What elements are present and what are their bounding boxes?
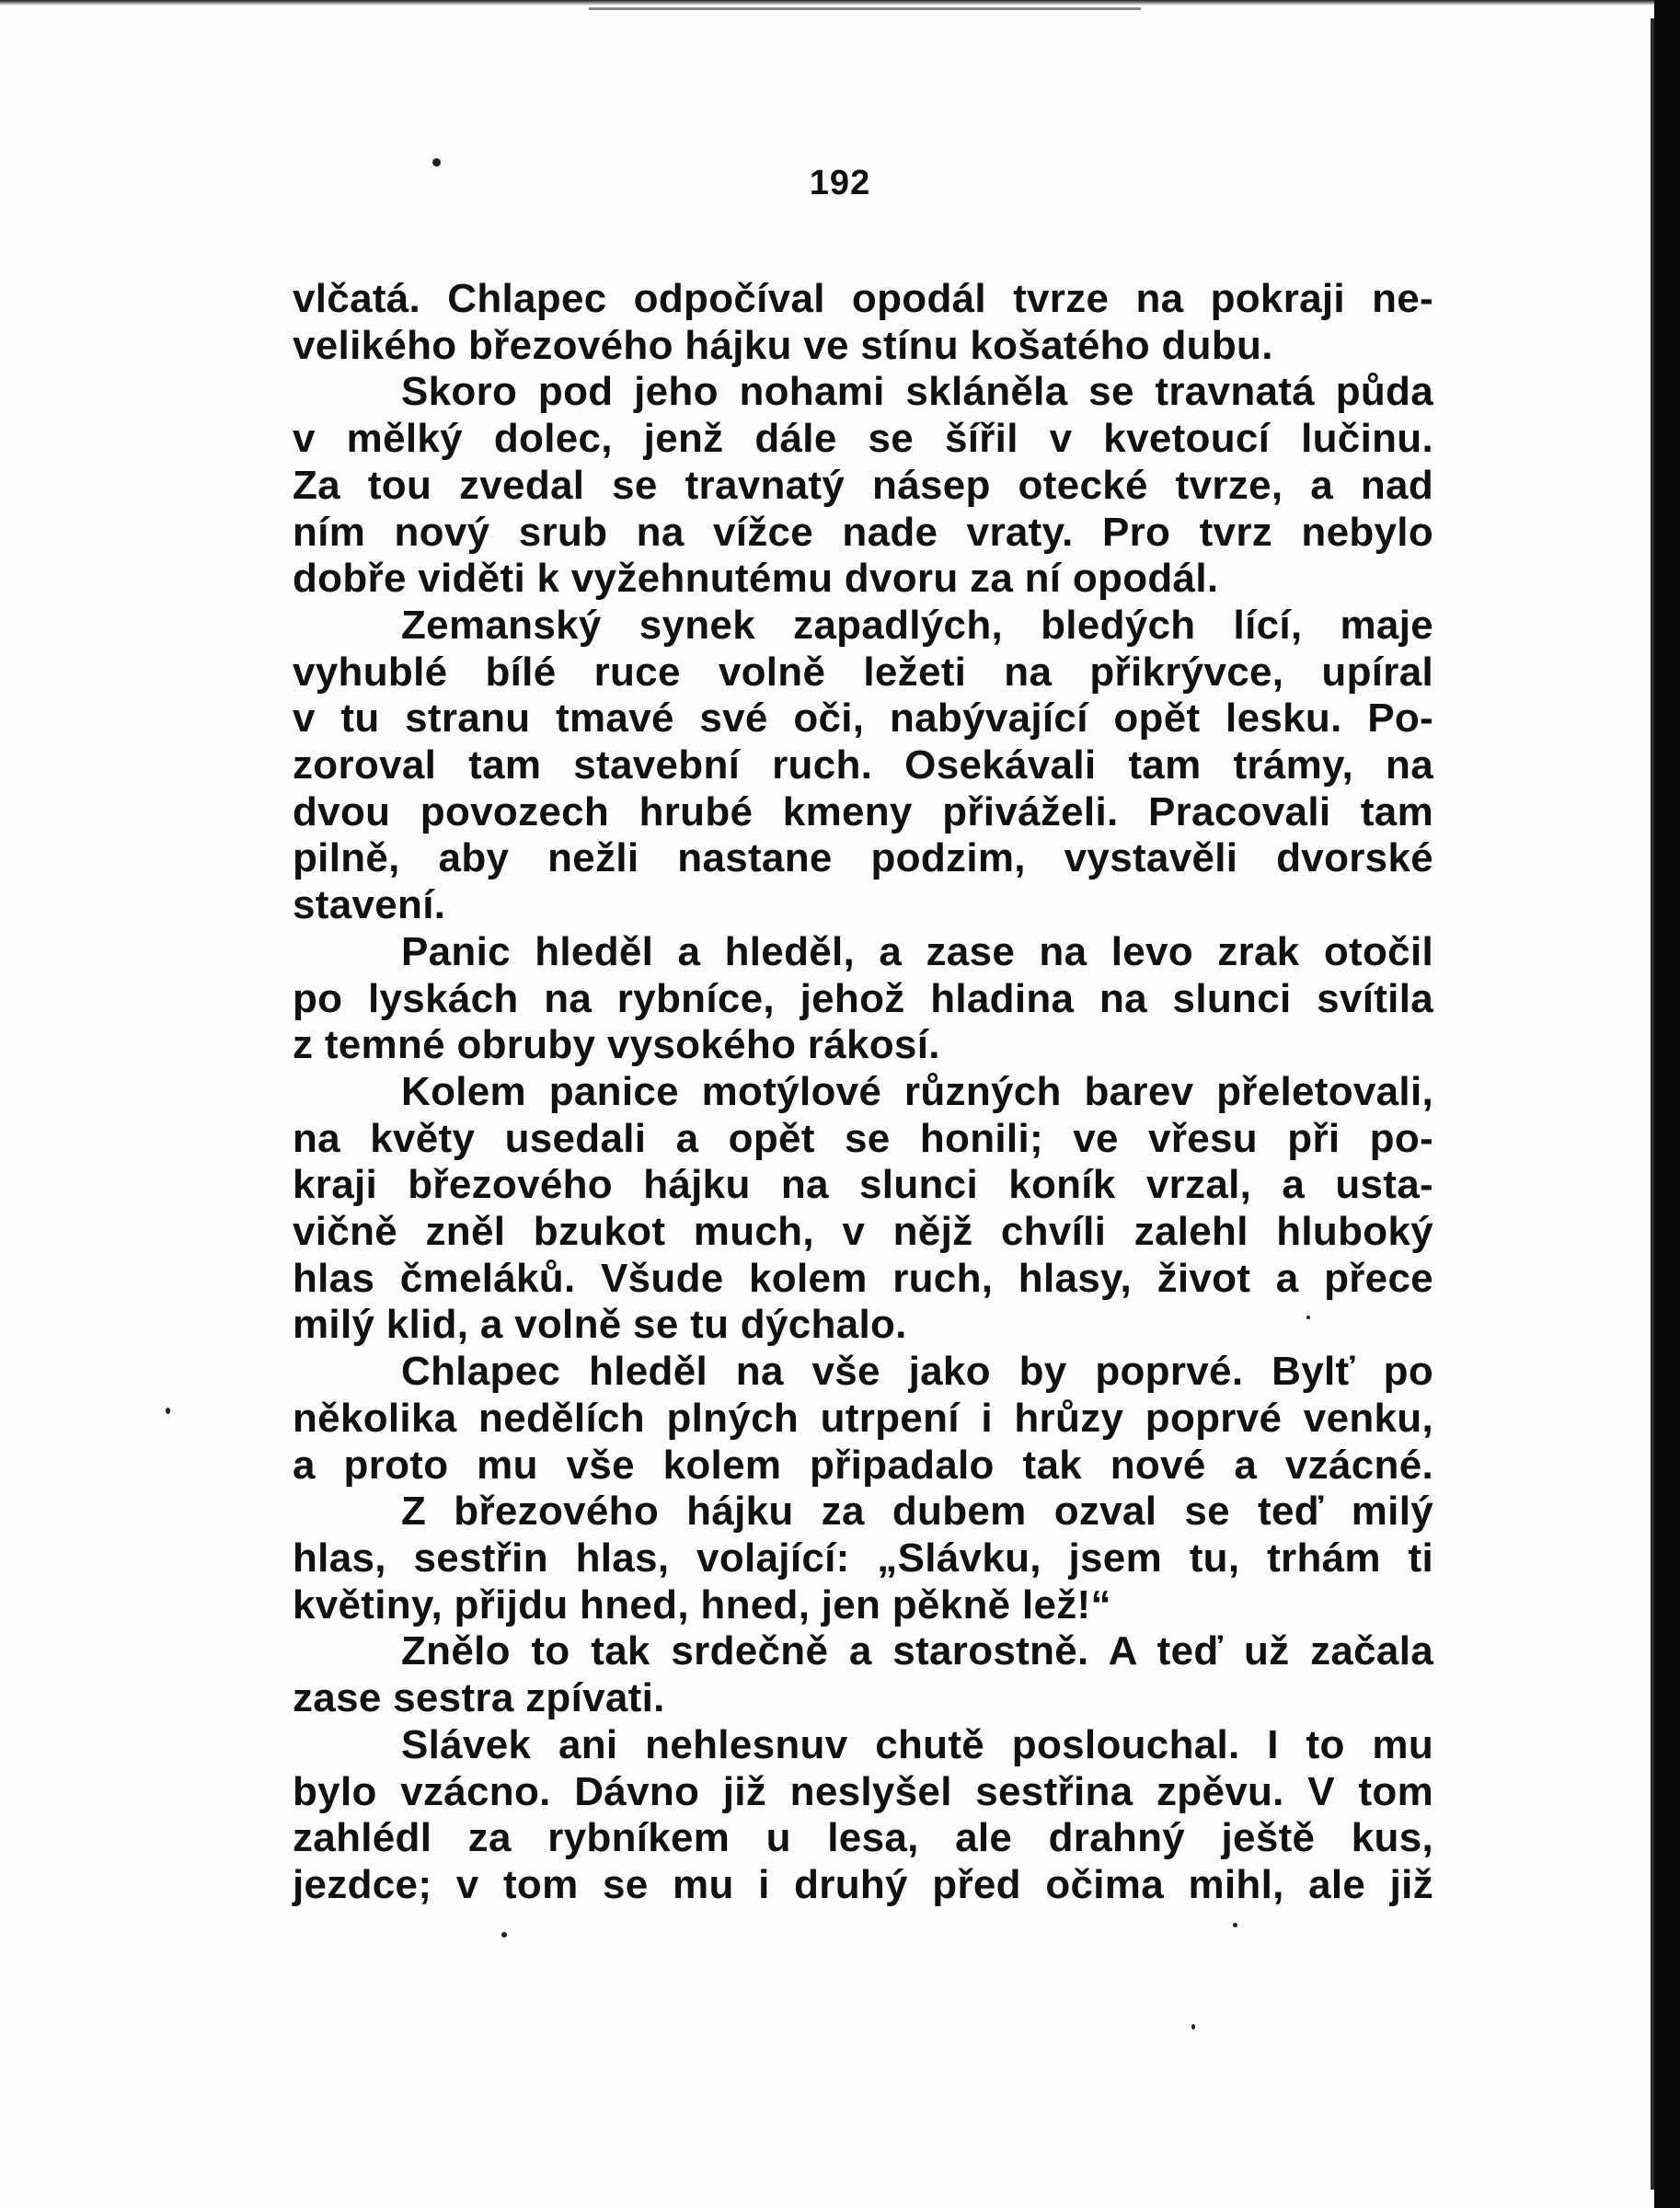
text-line: květiny, přijdu hned, hned, jen pěkně lež!“: [293, 1581, 1111, 1627]
text-line: milý klid, a volně se tu dýchalo.: [293, 1302, 907, 1348]
text-line: Z březového hájku za dubem ozval se teď milý: [401, 1489, 1433, 1535]
text-line: stavení.: [293, 882, 446, 928]
page-body-text: [293, 276, 1433, 1909]
text-line: vyhublé bílé ruce volně ležeti na přikrývce, upíral: [293, 649, 1433, 695]
text-line: zahlédl za rybníkem u lesa, ale drahný ještě kus,: [293, 1815, 1433, 1861]
scan-speck: [1191, 2024, 1195, 2030]
text-line: Panic hleděl a hleděl, a zase na levo zrak otočil: [401, 928, 1433, 974]
scan-right-edge-inner: [1651, 18, 1654, 2190]
text-line: bylo vzácno. Dávno již neslyšel sestřina zpěvu. V tom: [293, 1768, 1433, 1814]
scan-speck: [1233, 1923, 1237, 1927]
text-line: hlas čmeláků. Všude kolem ruch, hlasy, život a přece: [293, 1255, 1433, 1301]
text-line: Skoro pod jeho nohami skláněla se travnatá půda: [401, 369, 1433, 415]
text-line: ním nový srub na vížce nade vraty. Pro tvrz nebylo: [293, 509, 1433, 555]
text-line: pilně, aby nežli nastane podzim, vystavěli dvorské: [293, 835, 1433, 881]
text-line: Chlapec hleděl na vše jako by poprvé. Bylť po: [401, 1349, 1433, 1395]
text-line: v tu stranu tmavé své oči, nabývající opět lesku. Po-: [293, 696, 1433, 742]
text-line: zoroval tam stavební ruch. Osekávali tam trámy, na: [293, 742, 1433, 788]
text-line: Kolem panice motýlové různých barev přeletovali,: [401, 1068, 1433, 1114]
text-line: kraji březového hájku na slunci koník vrzal, a usta-: [293, 1162, 1433, 1208]
text-line: hlas, sestřin hlas, volající: „Slávku, jsem tu, trhám ti: [293, 1535, 1433, 1581]
text-line: Slávek ani nehlesnuv chutě poslouchal. I to mu: [401, 1721, 1433, 1767]
text-line: zase sestra zpívati.: [293, 1675, 665, 1721]
text-line: v mělký dolec, jenž dále se šířil v kvetoucí lučinu.: [293, 416, 1433, 462]
scan-speck: [166, 1408, 170, 1414]
text-line: na květy usedali a opět se honili; ve vřesu při po-: [293, 1115, 1433, 1161]
text-line: vičně zněl bzukot much, v nějž chvíli zalehl hluboký: [293, 1209, 1433, 1255]
text-line: Zemanský synek zapadlých, bledých lící, maje: [401, 602, 1433, 648]
text-line: několika nedělích plných utrpení i hrůzy poprvé venku,: [293, 1395, 1433, 1441]
text-line: dobře viděti k vyžehnutému dvoru za ní opodál.: [293, 556, 1219, 602]
text-line: dvou povozech hrubé kmeny přiváželi. Pracovali tam: [293, 788, 1433, 834]
scan-top-rule: [589, 7, 1141, 10]
text-line: velikého březového hájku ve stínu košatého dubu.: [293, 322, 1273, 368]
page-number: 192: [809, 164, 871, 202]
scan-right-edge: [1654, 0, 1680, 2208]
text-line: po lyskách na rybníce, jehož hladina na slunci svítila: [293, 975, 1433, 1021]
text-line: jezdce; v tom se mu i druhý před očima mihl, ale již: [293, 1861, 1433, 1907]
text-line: z temné obruby vysokého rákosí.: [293, 1022, 940, 1068]
text-line: Znělo to tak srdečně a starostně. A teď už začala: [401, 1628, 1433, 1674]
text-line: vlčatá. Chlapec odpočíval opodál tvrze na pokraji ne-: [293, 276, 1433, 321]
scan-speck: [501, 1932, 507, 1938]
scan-top-edge: [0, 0, 1680, 6]
text-line: Za tou zvedal se travnatý násep otecké tvrze, a nad: [293, 462, 1433, 508]
text-line: a proto mu vše kolem připadalo tak nové a vzácné.: [293, 1442, 1433, 1488]
